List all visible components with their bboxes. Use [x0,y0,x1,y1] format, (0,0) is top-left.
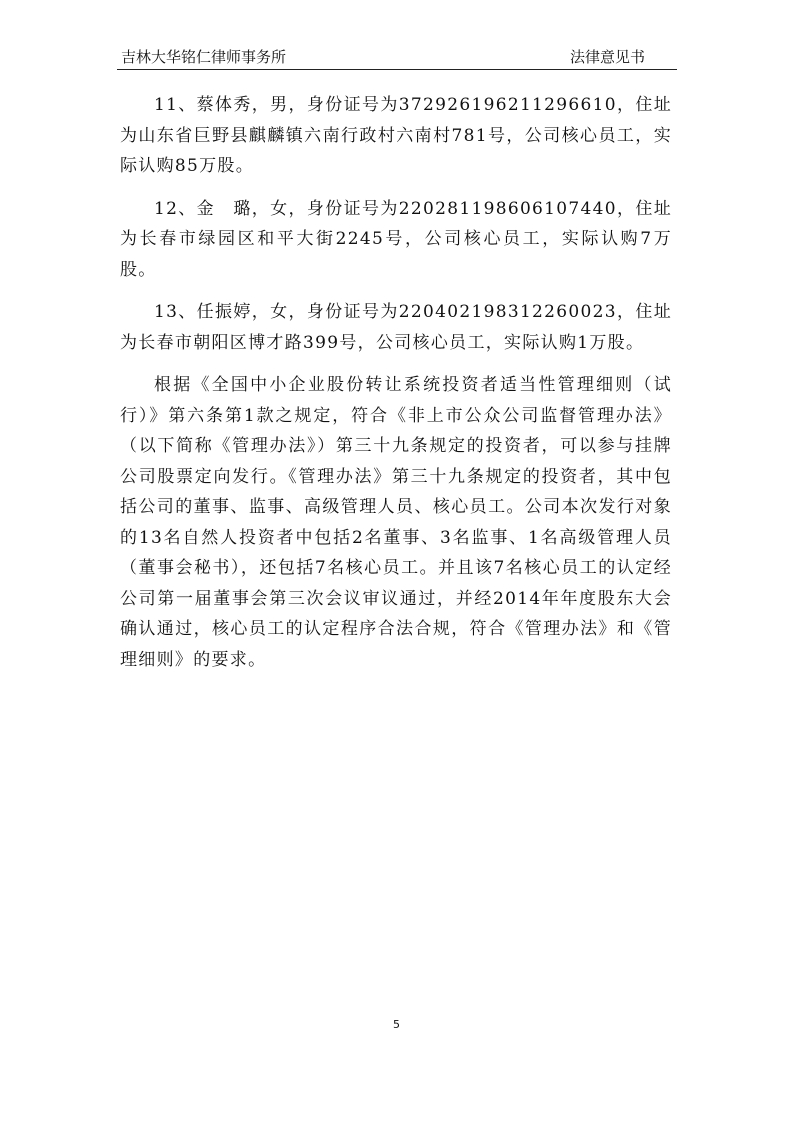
paragraph-investor-13: 13、任振婷，女，身份证号为220402198312260023，住址为长春市朝阳区博才路399号，公司核心员工，实际认购1万股。 [120,302,672,353]
page-header [117,43,677,70]
document-body [120,90,672,687]
paragraph-investor-11: 11、蔡体秀，男，身份证号为372926196211296610，住址为山东省巨野县麒麟镇六南行政村六南村781号，公司核心员工，实际认购85万股。 [120,95,672,176]
header-document-type: 法律意见书 [569,48,645,66]
paragraph-investor-12: 12、金 璐，女，身份证号为220281198606107440，住址为长春市绿园区和平大街2245号，公司核心员工，实际认购7万股。 [120,198,672,280]
header-firm-name: 吉林大华铭仁律师事务所 [121,48,287,66]
paragraph-eligibility: 根据《全国中小企业股份转让系统投资者适当性管理细则（试行）》第六条第1款之规定，符合《非上市公众公司监督管理办法》（以下简称《管理办法》）第三十九条规定的投资者，可以参与挂牌公司股票定向发行。《管理办法》第三十九条规定的投资者，其中包括公司的董事、监事、高级管理人员、核心员工。公司本次发行对象的13名自然人投资者中包括2名董事、3名监事、1名高级管理人员（董事会秘书），还包括7名核心员工。并且该7名核心员工的认定经公司第一届董事会第三次会议审议通过，并经2014年年度股东大会确认通过，核心员工的认定程序合法合规，符合《管理办法》和《管理细则》的要求。 [120,375,672,670]
page-number: 5 [393,1018,400,1031]
